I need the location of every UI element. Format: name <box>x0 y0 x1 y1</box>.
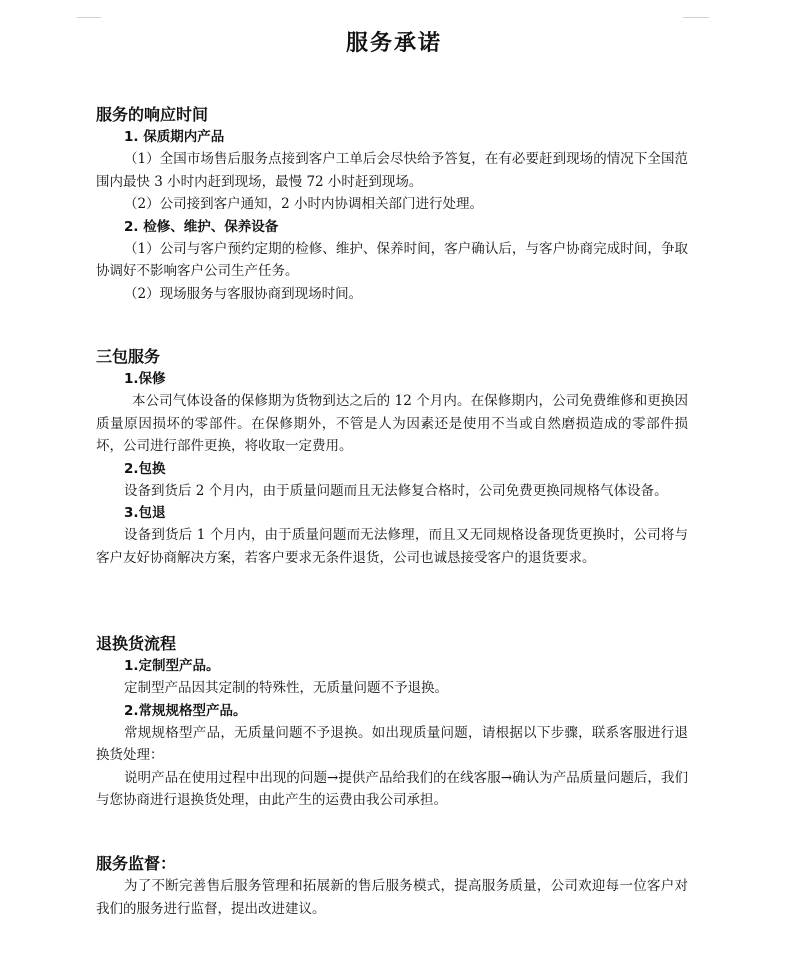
sub-heading-exchange: 2.包换 <box>124 460 166 477</box>
section-heading-supervision: 服务监督： <box>96 854 177 873</box>
paragraph-maintenance-1: （1）公司与客户预约定期的检修、维护、保养时间，客户确认后，与客户协商完成时间，争取协调好不影响客户公司生产任务。 <box>96 240 688 279</box>
paragraph-maintenance-2: （2）现场服务与客服协商到现场时间。 <box>124 285 363 302</box>
sub-heading-warranty-period: 1. 保质期内产品 <box>124 129 225 145</box>
page-corner-mark-right <box>683 17 709 18</box>
section-response-time <box>96 104 688 305</box>
sub-heading-refund: 3.包退 <box>124 505 166 521</box>
sub-heading-custom-product: 1.定制型产品。 <box>124 658 220 674</box>
paragraph-standard-product-2: 说明产品在使用过程中出现的问题→提供产品给我们的在线客服→确认为产品质量问题后，我们与您协商进行退换货处理，由此产生的运费由我公司承担。 <box>96 769 688 808</box>
paragraph-exchange: 设备到货后 2 个月内，由于质量问题而且无法修复合格时，公司免费更换同规格气体设备。 <box>124 482 668 499</box>
section-heading-response-time: 服务的响应时间 <box>96 105 209 124</box>
paragraph-custom-product: 定制型产品因其定制的特殊性，无质量问题不予退换。 <box>124 680 448 696</box>
section-return-process <box>96 633 688 812</box>
page-title: 服务承诺 <box>346 30 443 56</box>
section-heading-return-process: 退换货流程 <box>96 634 177 653</box>
section-heading-three-guarantees: 三包服务 <box>96 347 161 366</box>
paragraph-supervision: 为了不断完善售后服务管理和拓展新的售后服务模式，提高服务质量，公司欢迎每一位客户对我们的服务进行监督，提出改进建议。 <box>96 878 688 917</box>
paragraph-standard-product-1: 常规规格型产品，无质量问题不予退换。如出现质量问题，请根据以下步骤，联系客服进行退换货处理： <box>96 724 688 763</box>
paragraph-warranty-1: （1）全国市场售后服务点接到客户工单后会尽快给予答复，在有必要赶到现场的情况下全国范围内最快 3 小时内赶到现场，最慢 72 小时赶到现场。 <box>96 151 688 190</box>
sub-heading-repair: 1.保修 <box>124 371 166 387</box>
section-three-guarantees <box>96 346 688 569</box>
page-corner-mark-left <box>77 17 101 18</box>
paragraph-warranty-2: （2）公司接到客户通知，2 小时内协调相关部门进行处理。 <box>124 196 483 212</box>
sub-heading-maintenance: 2. 检修、维护、保养设备 <box>124 218 279 235</box>
paragraph-refund: 设备到货后 1 个月内，由于质量问题而无法修理，而且又无同规格设备现货更换时，公司将与客户友好协商解决方案，若客户要求无条件退货，公司也诚恳接受客户的退货要求。 <box>96 527 688 566</box>
section-supervision <box>96 853 688 920</box>
paragraph-repair: 本公司气体设备的保修期为货物到达之后的 12 个月内。在保修期内，公司免费维修和更换因质量原因损坏的零部件。在保修期外，不管是人为因素还是使用不当或自然磨损造成的零部件损坏，公司进行部件更换，将收取一定费用。 <box>96 393 688 454</box>
sub-heading-standard-product: 2.常规规格型产品。 <box>124 702 247 719</box>
